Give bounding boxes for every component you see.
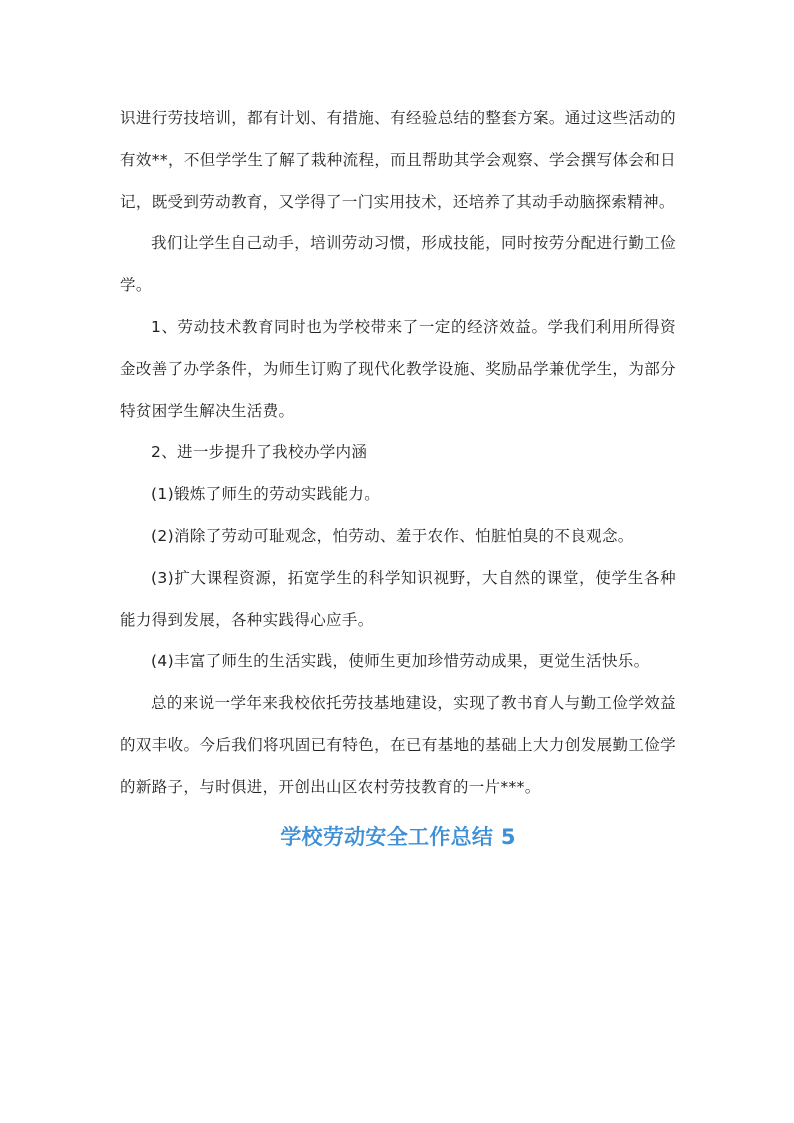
paragraph-6: (2)消除了劳动可耻观念，怕劳动、羞于农作、怕脏怕臭的不良观念。 — [151, 526, 634, 545]
section-heading: 学校劳动安全工作总结 5 — [280, 824, 516, 849]
paragraph-8: (4)丰富了师生的生活实践，使师生更加珍惜劳动成果，更觉生活快乐。 — [151, 652, 650, 671]
paragraph-7: (3)扩大课程资源，拓宽学生的科学知识视野，大自然的课堂，使学生各种能力得到发展，各种实践得心应手。 — [120, 568, 676, 629]
paragraph-5: (1)锻炼了师生的劳动实践能力。 — [151, 485, 381, 504]
paragraph-3: 1、劳动技术教育同时也为学校带来了一定的经济效益。学我们利用所得资金改善了办学条件，为师生订购了现代化教学设施、奖励品学兼优学生，为部分特贫困学生解决生活费。 — [120, 317, 676, 420]
paragraph-9: 总的来说一学年来我校依托劳技基地建设，实现了教书育人与勤工俭学效益的双丰收。今后我们将巩固已有特色，在已有基地的基础上大力创发展勤工俭学的新路子，与时俱进，开创出山区农村劳技教育的一片***。 — [120, 694, 676, 796]
document-body — [120, 98, 676, 855]
paragraph-2: 我们让学生自己动手，培训劳动习惯，形成技能，同时按劳分配进行勤工俭学。 — [120, 234, 676, 295]
paragraph-4: 2、进一步提升了我校办学内涵 — [151, 443, 368, 462]
paragraph-1: 识进行劳技培训，都有计划、有措施、有经验总结的整套方案。通过这些活动的有效**，不但学学生了解了栽种流程，而且帮助其学会观察、学会撰写体会和日记，既受到劳动教育，又学得了一门实用技术，还培养了其动手动脑探索精神。 — [120, 109, 676, 211]
